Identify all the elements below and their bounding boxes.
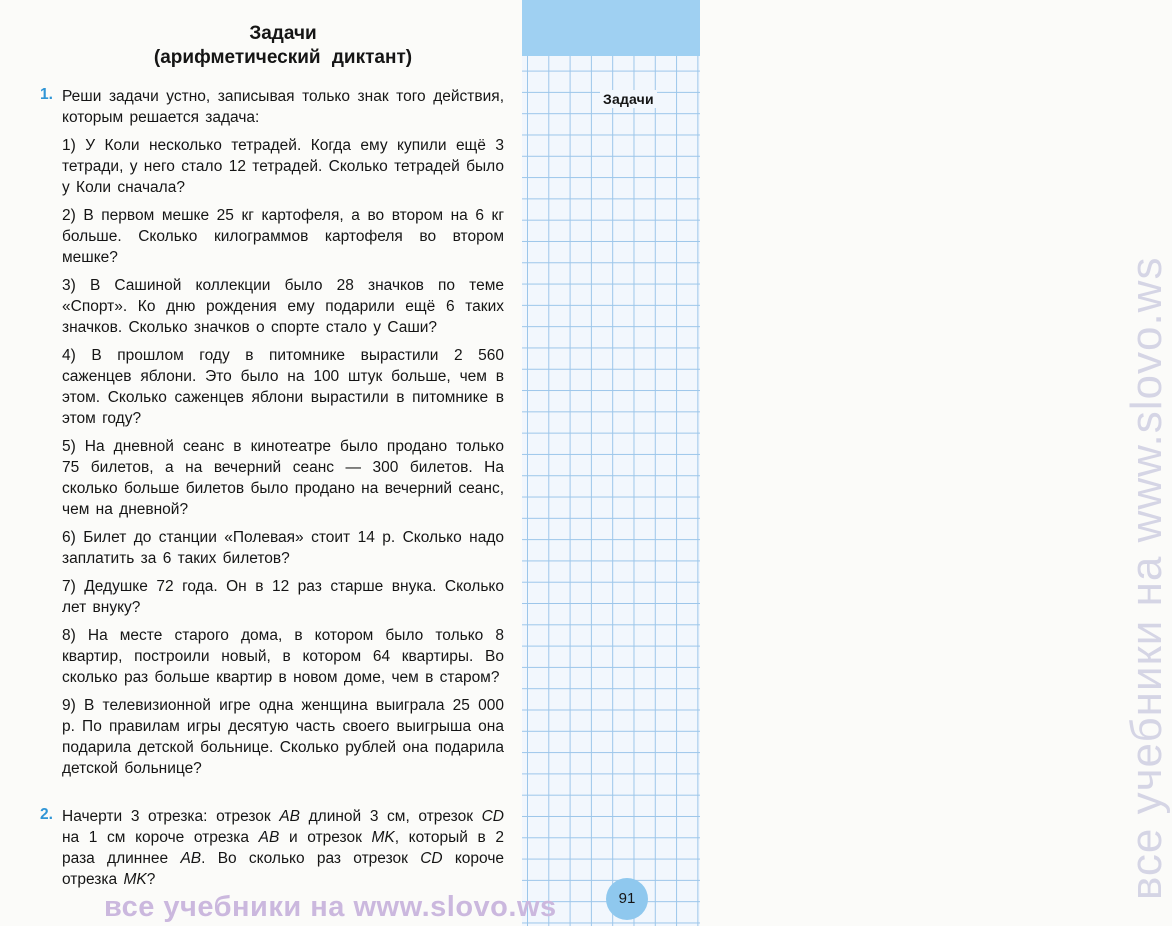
- grid-margin: [522, 0, 1171, 926]
- page-header: [60, 22, 506, 70]
- subtask-5: 5) На дневной сеанс в кинотеатре было продано только 75 билетов, а на вечерний сеанс — 300 билетов. На сколько больше билетов было продано на вечерний сеанс, чем на дневной?: [62, 438, 504, 518]
- vertical-watermark-text: все учебники на www.slovo.ws: [1122, 256, 1171, 900]
- subtask-7: 7) Дедушке 72 года. Он в 12 раз старше внука. Сколько лет внуку?: [62, 578, 504, 616]
- page-subtitle: (арифметический диктант): [153, 47, 413, 68]
- page-title: Задачи: [249, 23, 317, 44]
- task-1: [40, 86, 504, 779]
- task-number: 1.: [40, 86, 53, 103]
- subtask-6: 6) Билет до станции «Полевая» стоит 14 р. Сколько надо заплатить за 6 таких билетов?: [62, 529, 504, 567]
- segment-label: MK: [371, 829, 395, 846]
- text-fragment: Начерти 3 отрезка: отрезок: [62, 808, 280, 825]
- section-label: Задачи: [600, 90, 657, 108]
- segment-label: AB: [279, 808, 301, 825]
- text-fragment: ?: [146, 871, 156, 888]
- task-list: [40, 86, 504, 779]
- subtask-2: 2) В первом мешке 25 кг картофеля, а во втором на 6 кг больше. Сколько килограммов картофеля во втором мешке?: [62, 207, 504, 266]
- segment-label: MK: [123, 871, 147, 888]
- segment-label: AB: [180, 850, 202, 867]
- text-fragment: длиной 3 см, отрезок: [300, 808, 482, 825]
- segment-label: AB: [258, 829, 280, 846]
- margin-header-band: [522, 0, 700, 56]
- subtask-4: 4) В прошлом году в питомнике вырастили 2 560 саженцев яблони. Это было на 100 штук больше, чем в этом. Сколько саженцев яблони вырастили в питомнике в этом году?: [62, 347, 504, 427]
- subtask-3: 3) В Сашиной коллекции было 28 значков по теме «Спорт». Ко дню рождения ему подарили ещё 6 таких значков. Сколько значков о спорте стало у Саши?: [62, 277, 504, 336]
- task-2-text: [62, 806, 504, 890]
- text-fragment: . Во сколько раз отрезок: [201, 850, 421, 867]
- task-intro: Реши задачи устно, записывая только знак того действия, которым решается задача:: [62, 88, 504, 126]
- task-number: 2.: [40, 806, 53, 823]
- page-number: 91: [606, 878, 648, 920]
- subtask-1: 1) У Коли несколько тетрадей. Когда ему купили ещё 3 тетради, у него стало 12 тетрадей. Сколько тетрадей было у Коли сначала?: [62, 137, 504, 196]
- task-2: [40, 806, 505, 890]
- subtask-8: 8) На месте старого дома, в котором было только 8 квартир, построили новый, в котором 64 квартиры. Во сколько раз больше квартир в новом доме, чем в старом?: [62, 627, 504, 686]
- text-fragment: на 1 см короче отрезка: [62, 829, 259, 846]
- subtask-9: 9) В телевизионной игре одна женщина выиграла 25 000 р. По правилам игры десятую часть своего выигрыша она подарила детской больнице. Сколько рублей она подарила детской больнице?: [62, 697, 504, 777]
- text-fragment: короче отрезка: [62, 850, 505, 888]
- text-fragment: и отрезок: [279, 829, 372, 846]
- segment-label: CD: [481, 808, 504, 825]
- text-fragment: , который в 2 раза длиннее: [62, 829, 504, 867]
- segment-label: CD: [420, 850, 443, 867]
- bottom-watermark: все учебники на www.slovo.ws: [104, 891, 557, 923]
